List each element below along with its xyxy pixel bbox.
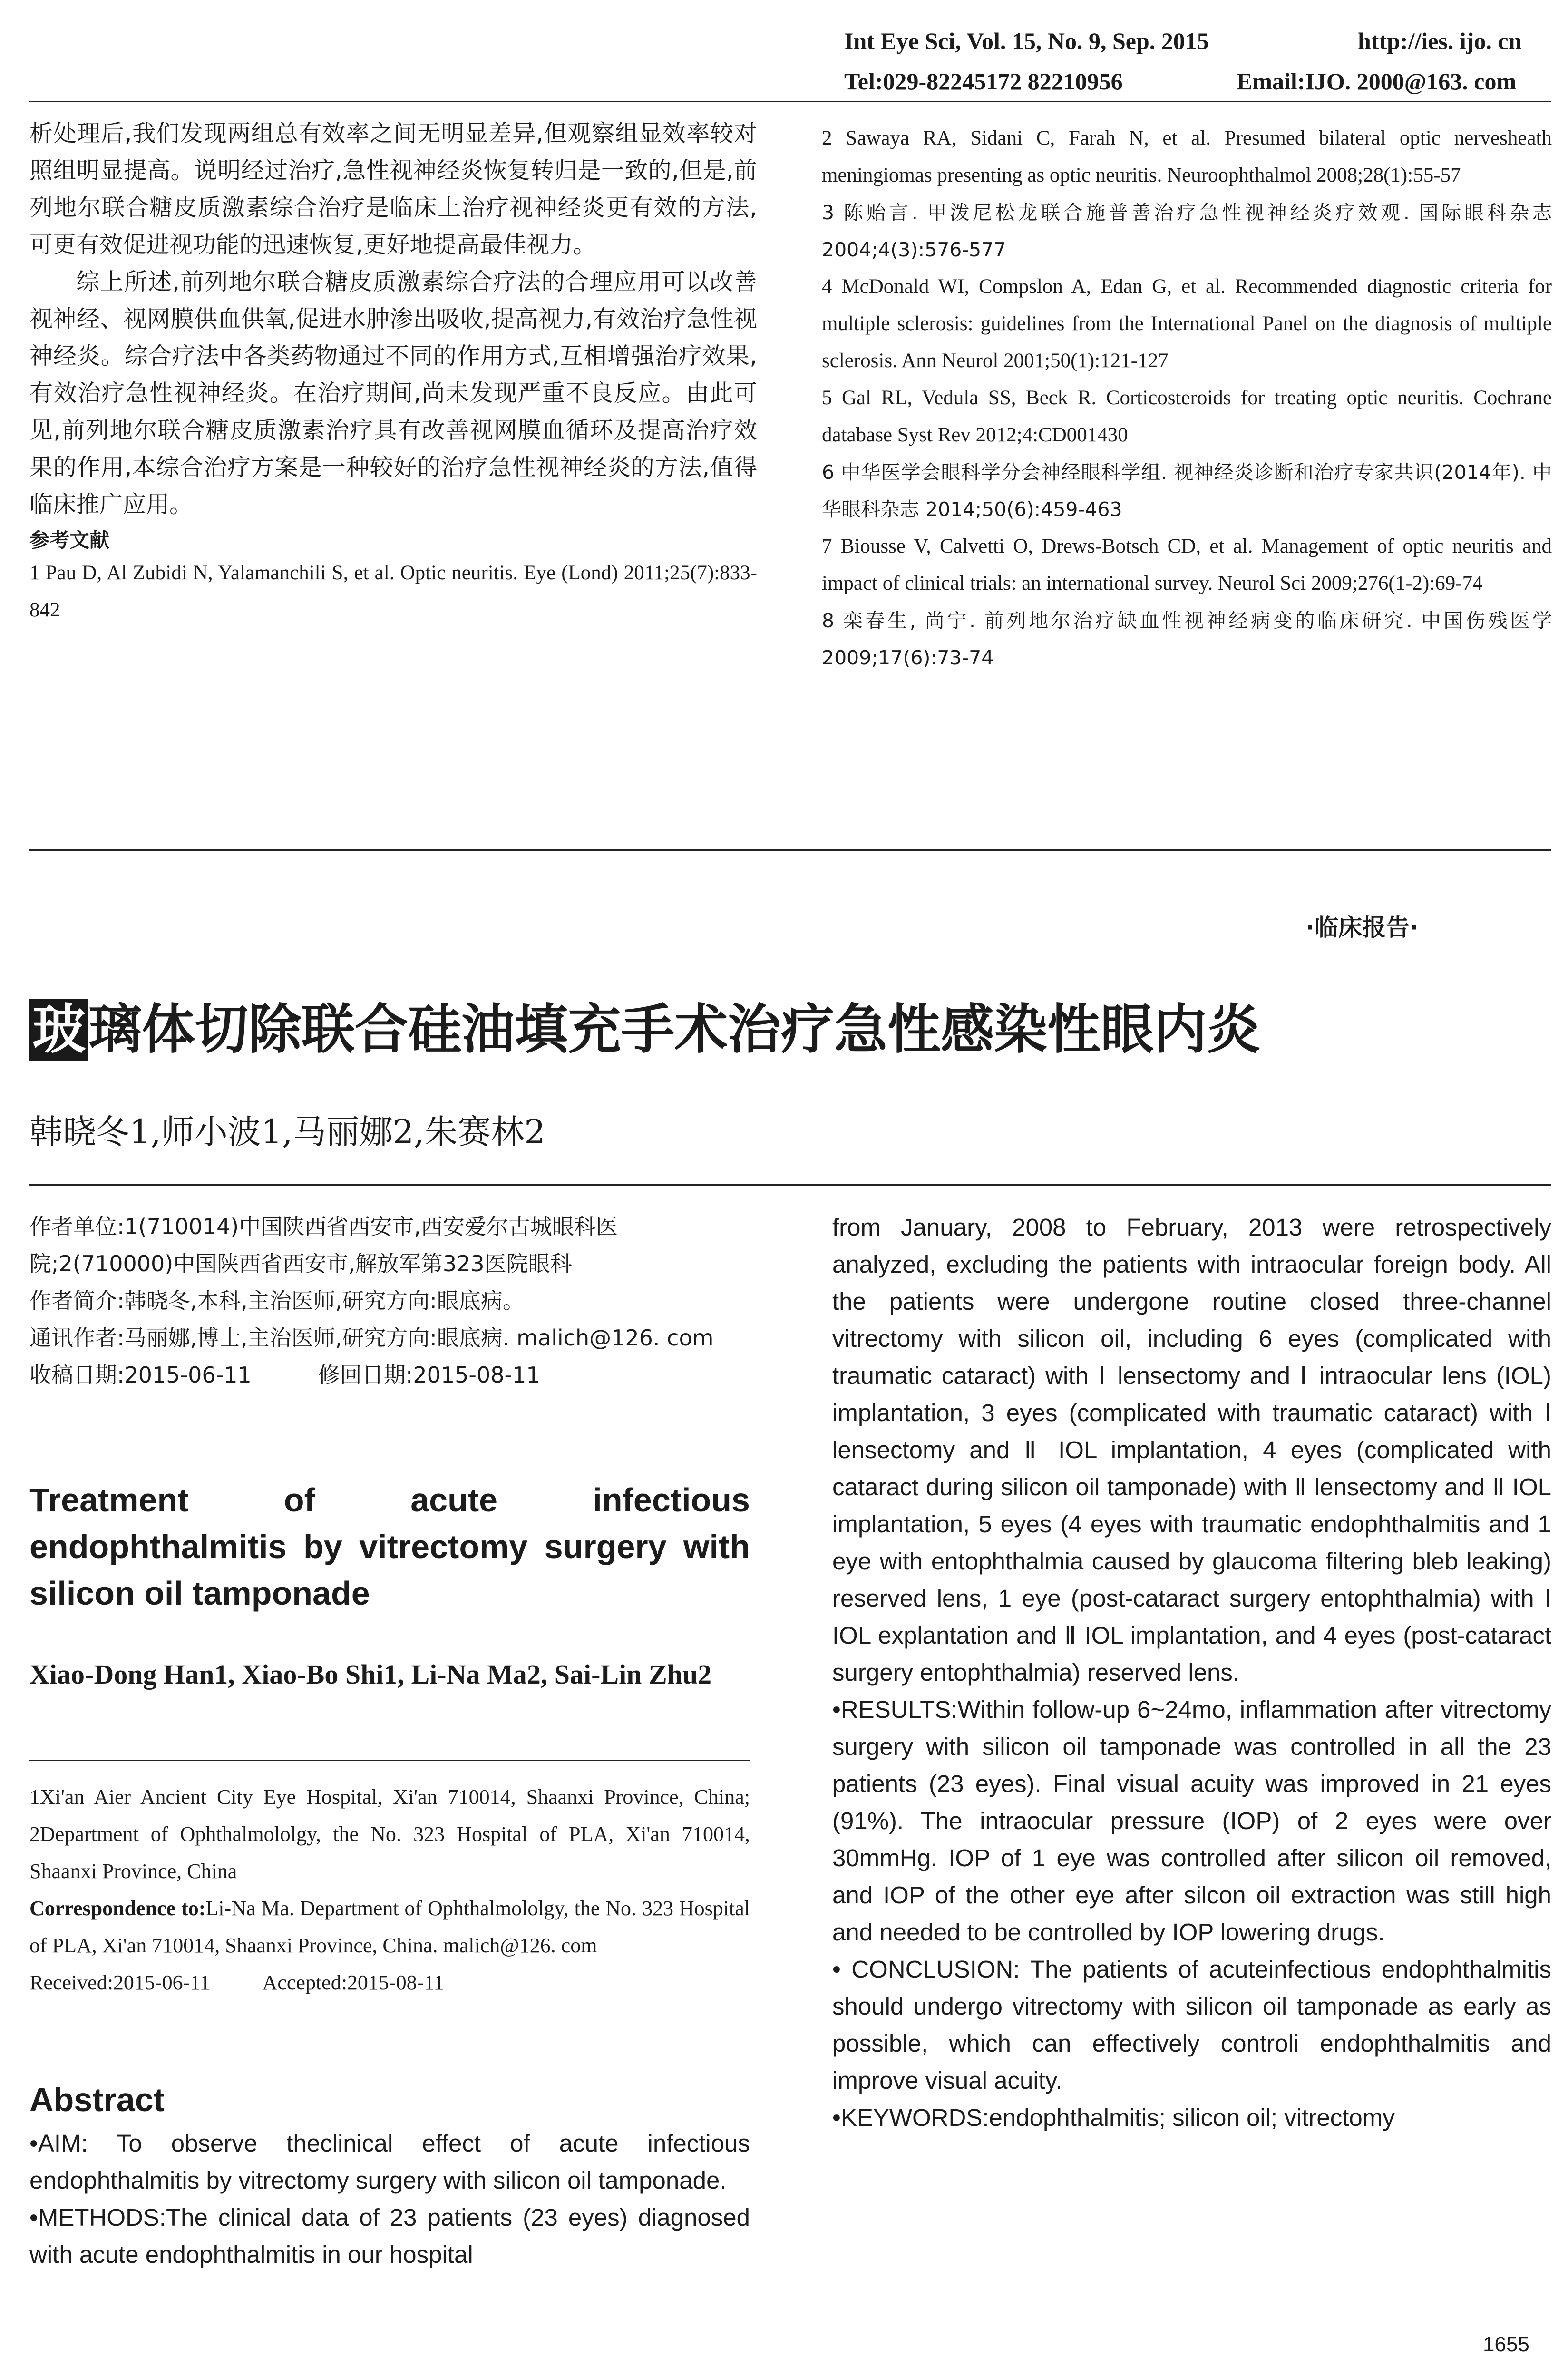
journal-url[interactable]: http://ies. ijo. cn	[1358, 28, 1522, 54]
authors-en: Xiao-Dong Han1, Xiao-Bo Shi1, Li-Na Ma2, Sai-Lin Zhu2	[29, 1659, 712, 1690]
prev-paragraph-2: 综上所述,前列地尔联合糖皮质激素综合疗法的合理应用可以改善视神经、视网膜供血供氧,促进水肿渗出吸收,提高视力,有效治疗急性视神经炎。综合疗法中各类药物通过不同的作用方式,互相增强治疗效果,有效治疗急性视神经炎。在治疗期间,尚未发现严重不良反应。由此可见,前列地尔联合糖皮质激素治疗具有改善视网膜血循环及提高治疗效果的作用,本综合治疗方案是一种较好的治疗急性视神经炎的方法,值得临床推广应用。	[29, 268, 757, 518]
reference-3: 3 陈贻言. 甲泼尼松龙联合施普善治疗急性视神经炎疗效观. 国际眼科杂志 2004;4(3):576-577	[822, 201, 1552, 261]
affiliation-en: 1Xi'an Aier Ancient City Eye Hospital, Xi'an 710014, Shaanxi Province, China; 2Department of Ophthalmololgy, the No. 323 Hospital of PLA, Xi'an 710014, Shaanxi Province, China	[29, 1785, 750, 1883]
abstract-results: •RESULTS:Within follow-up 6~24mo, inflammation after vitrectomy surgery with silicon oil tamponade was controlled in all the 23 patients (23 eyes). Final visual acuity was improved in 21 eyes (91%). The intraocular pressure (IOP) of 2 eyes were over 30mmHg. IOP of 1 eye was controlled after silicon oil removed, and IOP of the other eye after silcon oil extraction was still high and needed to be controlled by IOP lowering drugs.	[832, 1696, 1551, 1946]
cn-meta-block	[29, 1208, 757, 1393]
abstract-heading: Abstract	[29, 2081, 165, 2118]
article-divider	[29, 849, 1551, 851]
abstract-left-column	[29, 2125, 750, 2273]
received-date-en: Received:2015-06-11	[29, 1971, 210, 1994]
reference-7: 7 Biousse V, Calvetti O, Drews-Botsch CD, et al. Management of optic neuritis and impact of clinical trials: an international survey. Neurol Sci 2009;276(1-2):69-74	[822, 535, 1552, 594]
accepted-date-en: Accepted:2015-08-11	[262, 1971, 444, 1994]
revised-date-cn: 修回日期:2015-08-11	[318, 1362, 540, 1388]
abstract-conclusion: • CONCLUSION: The patients of acuteinfectious endophthalmitis should undergo vitrectomy with silicon oil tamponade as early as possible, which can effectively controli endophthalmitis and improve visual acuity.	[832, 1956, 1551, 2094]
references-heading: 参考文献	[29, 528, 110, 552]
affiliation-rule	[29, 1760, 750, 1761]
abstract-keywords: •KEYWORDS:endophthalmitis; silicon oil; vitrectomy	[832, 2104, 1395, 2131]
abstract-aim: •AIM: To observe theclinical effect of acute infectious endophthalmitis by vitrectomy surgery with silicon oil tamponade.	[29, 2130, 750, 2194]
author-bio-cn: 作者简介:韩晓冬,本科,主治医师,研究方向:眼底病。	[29, 1288, 525, 1314]
journal-citation: Int Eye Sci, Vol. 15, No. 9, Sep. 2015	[844, 28, 1209, 54]
reference-8: 8 栾春生, 尚宁. 前列地尔治疗缺血性视神经病变的临床研究. 中国伤残医学 2009;17(6):73-74	[822, 609, 1552, 669]
correspondence-cn: 通讯作者:马丽娜,博士,主治医师,研究方向:眼底病. malich@126. com	[29, 1325, 714, 1351]
reference-4: 4 McDonald WI, Compslon A, Edan G, et al. Recommended diagnostic criteria for multiple sclerosis: guidelines from the International Panel on the diagnosis of multiple sclerosis. Ann Neurol 2001;50(1):121-127	[822, 275, 1552, 372]
title-drop-character: 玻	[29, 999, 88, 1061]
reference-2: 2 Sawaya RA, Sidani C, Farah N, et al. Presumed bilateral optic nervesheath meningiomas presenting as optic neuritis. Neuroophthalmol 2008;28(1):55-57	[822, 127, 1552, 186]
reference-6: 6 中华医学会眼科学分会神经眼科学组. 视神经炎诊断和治疗专家共识(2014年). 中华眼科杂志 2014;50(6):459-463	[822, 461, 1552, 521]
prev-article-left-column	[29, 115, 757, 629]
dates-cn	[29, 1356, 757, 1393]
article-title-en: Treatment of acute infectious endophthalmitis by vitrectomy surgery with silicon oil tamponade	[29, 1481, 750, 1612]
abstract-methods-continued: from January, 2008 to February, 2013 were retrospectively analyzed, excluding the patients with intraocular foreign body. All the patients were undergone routine closed three-channel vitrectomy with silicon oil, including 6 eyes (complicated with traumatic cataract) with Ⅰ lensectomy and Ⅰ intraocular lens (IOL) implantation, 3 eyes (complicated with traumatic cataract) with Ⅰ lensectomy and Ⅱ IOL implantation, 4 eyes (complicated with cataract during silicon oil tamponade) with Ⅱ lensectomy and Ⅱ IOL implantation, 5 eyes (4 eyes with traumatic endophthalmitis and 1 eye with entophthalmia caused by glaucoma filtering bleb leaking) reserved lens, 1 eye (post-cataract surgery entophthalmia) with Ⅰ IOL explantation and Ⅱ IOL implantation, and 4 eyes (post-cataract surgery entophthalmia) reserved lens.	[832, 1214, 1551, 1686]
correspondence-en-para	[29, 1890, 750, 1964]
abstract-methods-start: •METHODS:The clinical data of 23 patients (23 eyes) diagnosed with acute endophthalmitis in our hospital	[29, 2204, 750, 2268]
affiliation-cn: 作者单位:1(710014)中国陕西省西安市,西安爱尔古城眼科医院;2(710000)中国陕西省西安市,解放军第323医院眼科	[29, 1214, 618, 1276]
reference-1: 1 Pau D, Al Zubidi N, Yalamanchili S, et al. Optic neuritis. Eye (Lond) 2011;25(7):833-842	[29, 562, 757, 621]
correspondence-en-label: Correspondence to:	[29, 1897, 206, 1920]
prev-article-right-column	[822, 120, 1552, 676]
en-meta-block	[29, 1779, 750, 2001]
authors-rule	[29, 1184, 1551, 1186]
authors-cn: 韩晓冬1,师小波1,马丽娜2,朱赛林2	[29, 1112, 545, 1151]
page-number: 1655	[1483, 2333, 1529, 2356]
correspondence-en: Li-Na Ma. Department of Ophthalmololgy, the No. 323 Hospital of PLA, Xi'an 710014, Shaanxi Province, China. malich@126. com	[29, 1897, 750, 1957]
abstract-right-column	[832, 1209, 1551, 2136]
dates-en	[29, 1964, 750, 2001]
article-title-cn	[29, 996, 1260, 1063]
journal-tel: Tel:029-82245172 82210956	[844, 68, 1123, 95]
reference-5: 5 Gal RL, Vedula SS, Beck R. Corticosteroids for treating optic neuritis. Cochrane database Syst Rev 2012;4:CD001430	[822, 387, 1552, 446]
section-label: ·临床报告·	[1305, 914, 1419, 941]
journal-header	[844, 25, 1209, 57]
received-date-cn: 收稿日期:2015-06-11	[29, 1362, 252, 1388]
prev-paragraph-1: 析处理后,我们发现两组总有效率之间无明显差异,但观察组显效率较对照组明显提高。说明经过治疗,急性视神经炎恢复转归是一致的,但是,前列地尔联合糖皮质激素综合治疗是临床上治疗视神经炎更有效的方法,可更有效促进视功能的迅速恢复,更好地提高最佳视力。	[29, 120, 757, 258]
title-text: 璃体切除联合硅油填充手术治疗急性感染性眼内炎	[88, 999, 1260, 1061]
header-rule	[29, 101, 1551, 102]
journal-email[interactable]: Email:IJO. 2000@163. com	[1237, 68, 1517, 95]
